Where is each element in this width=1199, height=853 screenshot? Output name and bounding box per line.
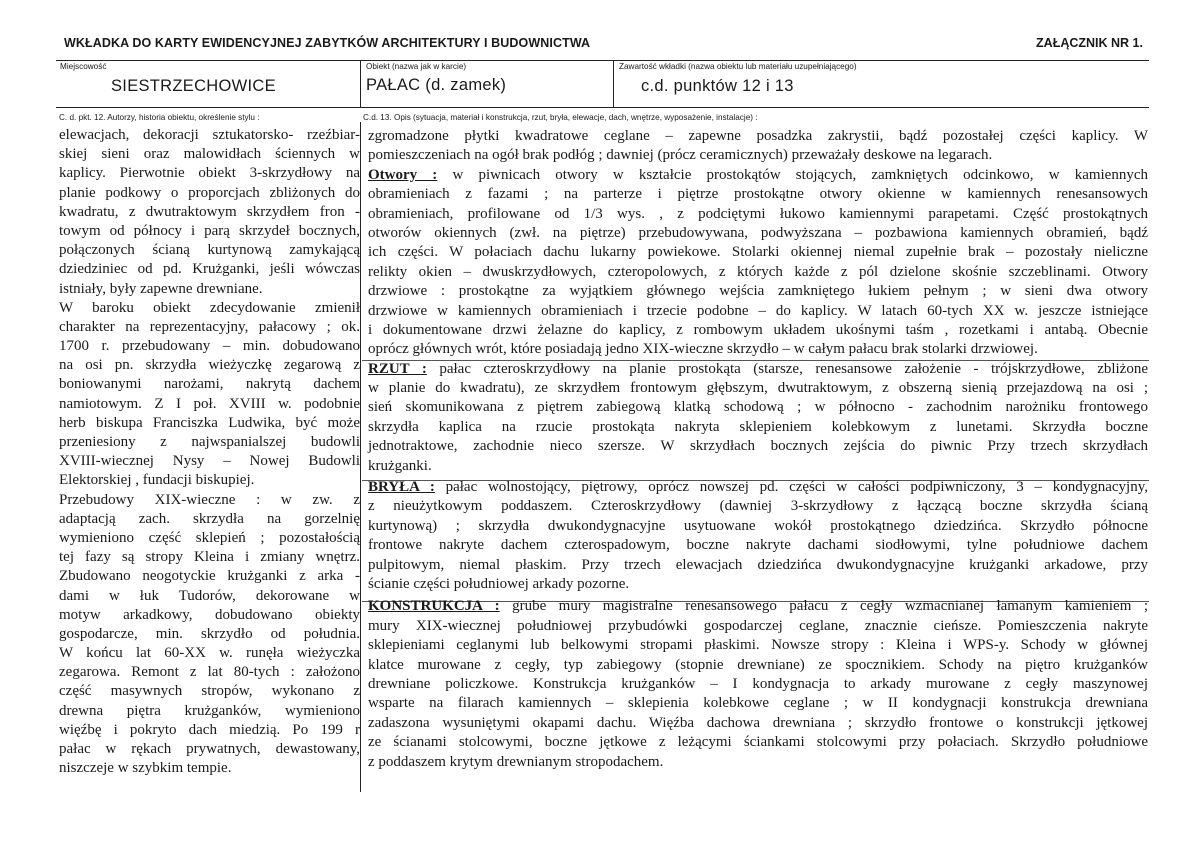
header-divider-1: [360, 60, 361, 108]
history-text: [59, 126, 360, 778]
description-line: otworów okiennych (zwł. na piętrze) przebudowywana, podwyższana – pozbawiona kamiennych obramień, bądź: [368, 224, 1148, 241]
history-line: namiotowym. Z I poł. XVIII w. podobnie: [59, 395, 360, 412]
description-line: drzwiowe w kamiennych obramieniach i trzecie podobne – do kaplicy. W latach 60-tych XX w. jeszcze istniejące: [368, 302, 1148, 319]
description-line: [368, 360, 1148, 379]
description-line: ścianie części południowej arkady pozorne.: [368, 575, 630, 592]
column-divider: [360, 122, 361, 792]
description-line: drewniane policzkowe. Konstrukcja krużganków – I kondygnacja to arkady murowane z cegły maszynowej: [368, 675, 1148, 692]
history-line: herb biskupa Franciszka Ludwika, być może: [59, 414, 360, 431]
description-line: klatce murowane z cegły, typ zabiegowy (stopnie drewniane) ze spocznikiem. Schody na piętro krużganków: [368, 656, 1148, 673]
description-line: pulpitowym, niemal płaskim. Przy trzech elewacjach dziedzińca dwukondygnacyjne krużganki arkadowe, przy: [368, 556, 1148, 573]
header-top-rule: [56, 60, 1149, 61]
history-line: planie podkowy o proporcjach zbliżonych do: [59, 184, 360, 201]
history-line: tej fazy są stropy Kleina i zmiany wnętrz.: [59, 549, 360, 566]
description-line: [368, 478, 1148, 497]
history-line: adaptacją zach. skrzydła na gorzelnię: [59, 510, 360, 527]
history-line: wymieniono część sklepień ; pozostałością: [59, 529, 360, 546]
history-line: W baroku obiekt zdecydowanie zmienił: [59, 299, 360, 316]
heading-rzut: RZUT :: [368, 360, 427, 377]
history-line: kwadratu, z dwutraktowym skrzydłem fron -: [59, 203, 360, 220]
description-line: frontowe nakryte dachem czterospadowym, boczne nakryte dachami siodłowymi, tylne południowe dachem: [368, 537, 1148, 554]
description-line: i dokumentowane drzwi żelazne do kaplicy, z rombowym układem ukośnymi taśm , rozetkami i antabą. Obecnie: [368, 321, 1148, 338]
description-line: mury XIX-wiecznej południowej przybudówki gospodarczej ceglane, znacznie cieńsze. Pomieszczenia nakryte: [368, 617, 1148, 634]
description-line: obramieniach, profilowane od 1/3 wys. , z podciętymi łukowo kamiennymi parapetami. Część prostokątnych: [368, 205, 1148, 222]
description-line: relikty okien – dwuskrzydłowych, czteropolowych, z których każde z pól dzielone skośnie szczeblinami. Otwory: [368, 263, 1148, 280]
description-text-run: pałac czteroskrzydłowy na planie prostokąta (starsze, renesansowe założenie - trójskrzydłowe, zbliżone: [439, 360, 1149, 377]
description-line: kurtynową) ; skrzydła dwukondygnacyjne usytuowane wokół prostokątnego dziedzińca. Skrzydło północne: [368, 517, 1148, 534]
document-title: WKŁADKA DO KARTY EWIDENCYJNEJ ZABYTKÓW ARCHITEKTURY I BUDOWNICTWA: [64, 36, 591, 50]
history-line: niszczeje w szybkim tempie.: [59, 760, 232, 777]
description-line: [368, 597, 1148, 616]
history-line: zegarowa. Remont z lat 80-tych : założono: [59, 664, 360, 681]
history-line: kaplicy. Pierwotnie obiekt 3-skrzydłowy na: [59, 165, 360, 182]
description-line: ze ścianami stolcowymi, boczne jętkowe z leżącymi ściankami stolcowymi przy połaciach. Skrzydło południowe: [368, 734, 1148, 751]
description-text: [368, 127, 1148, 772]
description-line: drzwiowe : prostokątne za wyjątkiem głównego wejścia zamkniętego łukiem pełnym ; w sieni dwa otwory: [368, 283, 1148, 300]
description-line: [368, 166, 1148, 185]
heading-otwory: Otwory :: [368, 166, 438, 183]
right-section-label: C.d. 13. Opis (sytuacja, materiał i konstrukcja, rzut, bryła, elewacje, dach, wnętrze, wyposażenie, instalacje) :: [363, 113, 758, 122]
history-line: Zbudowano neogotyckie krużganki z arka -: [59, 568, 360, 585]
description-line: zgromadzone płytki kwadratowe ceglane – zapewne posadzka zakrystii, bądź pozostałej części kaplicy. W: [368, 128, 1148, 144]
history-line: dami w łuk Tudorów, dekorowane w: [59, 587, 360, 604]
description-line: sień skomunikowana z piętrem zabiegową klatką schodową ; w północno - zachodnim narożniku frontowego: [368, 399, 1148, 416]
history-line: istniały, były zapewne drewniane.: [59, 280, 263, 297]
history-line: elewacjach, dekoracji sztukatorsko- rzeźbiar-: [59, 127, 360, 143]
history-line: 1700 r. przebudowany – min. dobudowano: [59, 338, 360, 355]
object-value: PAŁAC (d. zamek): [366, 76, 507, 94]
history-line: pałac w rękach prywatnych, dewastowany,: [59, 741, 360, 757]
left-section-label: C. d. pkt. 12. Autorzy, historia obiektu, określenie stylu :: [59, 113, 260, 122]
description-line: obramieniach z fazami ; na parterze i piętrze prostokątne otwory okienne w kamiennych renesansowych: [368, 186, 1148, 203]
history-line: skiej sieni oraz malowidłach ściennych w: [59, 146, 360, 163]
history-line: Przebudowy XIX-wieczne : w zw. z: [59, 491, 360, 508]
description-line: z nieużytkowym poddaszem. Czteroskrzydłowy (dawniej 3-skrzydłowy z łączącą boczne skrzydła ścianą: [368, 498, 1148, 515]
contents-label: Zawartość wkładki (nazwa obiektu lub materiału uzupełniającego): [619, 62, 857, 71]
history-line: przeniesiony z najwspanialszej budowli: [59, 434, 360, 450]
description-text-run: pałac wolnostojący, piętrowy, oprócz nowszej pd. części w całości podpiwniczony, 3 – kondygnacyjny,: [445, 479, 1148, 496]
history-line: drewna piętra krużganków, wymieniono: [59, 702, 360, 719]
description-text-run: grube mury magistralne renesansowego pałacu z cegły wzmacnianej łamanym kamieniem ;: [512, 598, 1148, 615]
history-line: motyw arkadkowy, dobudowano obiekty: [59, 606, 360, 623]
description-line: ich części. W połaciach dachu lukarny powiekowe. Stolarki okiennej niemal zupełnie brak – pozostały nieliczne: [368, 244, 1148, 261]
description-line: z poddaszem krytym drewnianym stropodachem.: [368, 753, 664, 770]
description-line: wsparte na filarach kamiennych – sklepienia kolebkowe ceglane ; w II kondygnacji konstrukcja drewniana: [368, 695, 1148, 712]
locality-value: SIESTRZECHOWICE: [111, 77, 276, 95]
description-line: w planie do kwadratu), ze skrzydłem frontowym głębszym, dwutraktowym, z obszerną sienią przejazdową na osi ;: [368, 380, 1148, 397]
description-line: skrzydła kaplica na rzucie prostokąta nakryta sklepieniem kolebkowym z lunetami. Skrzydła boczne: [368, 418, 1148, 435]
object-label: Obiekt (nazwa jak w karcie): [366, 62, 467, 71]
history-line: dziedziniec od pd. Krużganki, jeśli wówczas: [59, 261, 360, 278]
contents-value: c.d. punktów 12 i 13: [641, 77, 794, 95]
annex-number: ZAŁĄCZNIK NR 1.: [1036, 36, 1143, 50]
description-line: zadaszona wysuniętymi okapami dachu. Więźba dachowa drewniana ; skrzydło frontowe o konstrukcji jętkowej: [368, 714, 1148, 731]
history-line: gospodarcze, min. skrzydło od południa.: [59, 625, 360, 642]
description-line: krużganki.: [368, 457, 432, 474]
header-divider-2: [613, 60, 614, 108]
history-line: XVIII-wiecznej Nysy – Nowej Budowli: [59, 453, 360, 470]
history-line: Elektorskiej , fundacji biskupiej.: [59, 472, 255, 489]
history-line: boniowanymi narożami, nakrytą dachem: [59, 376, 360, 393]
header-bottom-rule: [56, 107, 1149, 108]
description-line: oprócz głównych wrót, które posiadają jedno XIX-wieczne skrzydło – w całym pałacu brak stolarki drzwiowej.: [368, 341, 1038, 358]
description-line: jednotraktowe, zachodnie nieco szersze. W skrzydłach bocznych zejścia do piwnic Przy trzech skrzydłach: [368, 438, 1148, 455]
description-text-run: w piwnicach otwory w kształcie prostokątów stojących, zamkniętych odcinkowo, w kamiennych: [452, 166, 1148, 183]
history-line: więźbę i pokryto dach miedzią. Po 199 r: [59, 721, 360, 738]
locality-label: Miejscowość: [60, 62, 107, 71]
history-line: W końcu lat 60-XX w. runęła wieżyczka: [59, 645, 360, 662]
history-line: część masywnych stropów, wykonano z: [59, 683, 360, 700]
history-line: charakter na reprezentacyjny, pałacowy ; ok.: [59, 318, 360, 335]
history-line: towym od północy i parą skrzydeł bocznych,: [59, 222, 360, 239]
heading-konstrukcja: KONSTRUKCJA :: [368, 598, 500, 615]
history-line: na osi pn. skrzydła wieżyczkę zegarową z: [59, 357, 360, 374]
description-line: pomieszczeniach na ogół brak podłóg ; dawniej (prócz ceramicznych) przeważały deskowe na legarach.: [368, 147, 993, 164]
heading-bryla: BRYŁA :: [368, 479, 435, 496]
description-line: sklepieniami ceglanymi lub belkowymi stropami płaskimi. Nowsze stropy : Kleina i WPS-y. Schody w głównej: [368, 637, 1148, 654]
history-line: połączonych ścianą kurtynową zamykającą: [59, 242, 360, 259]
